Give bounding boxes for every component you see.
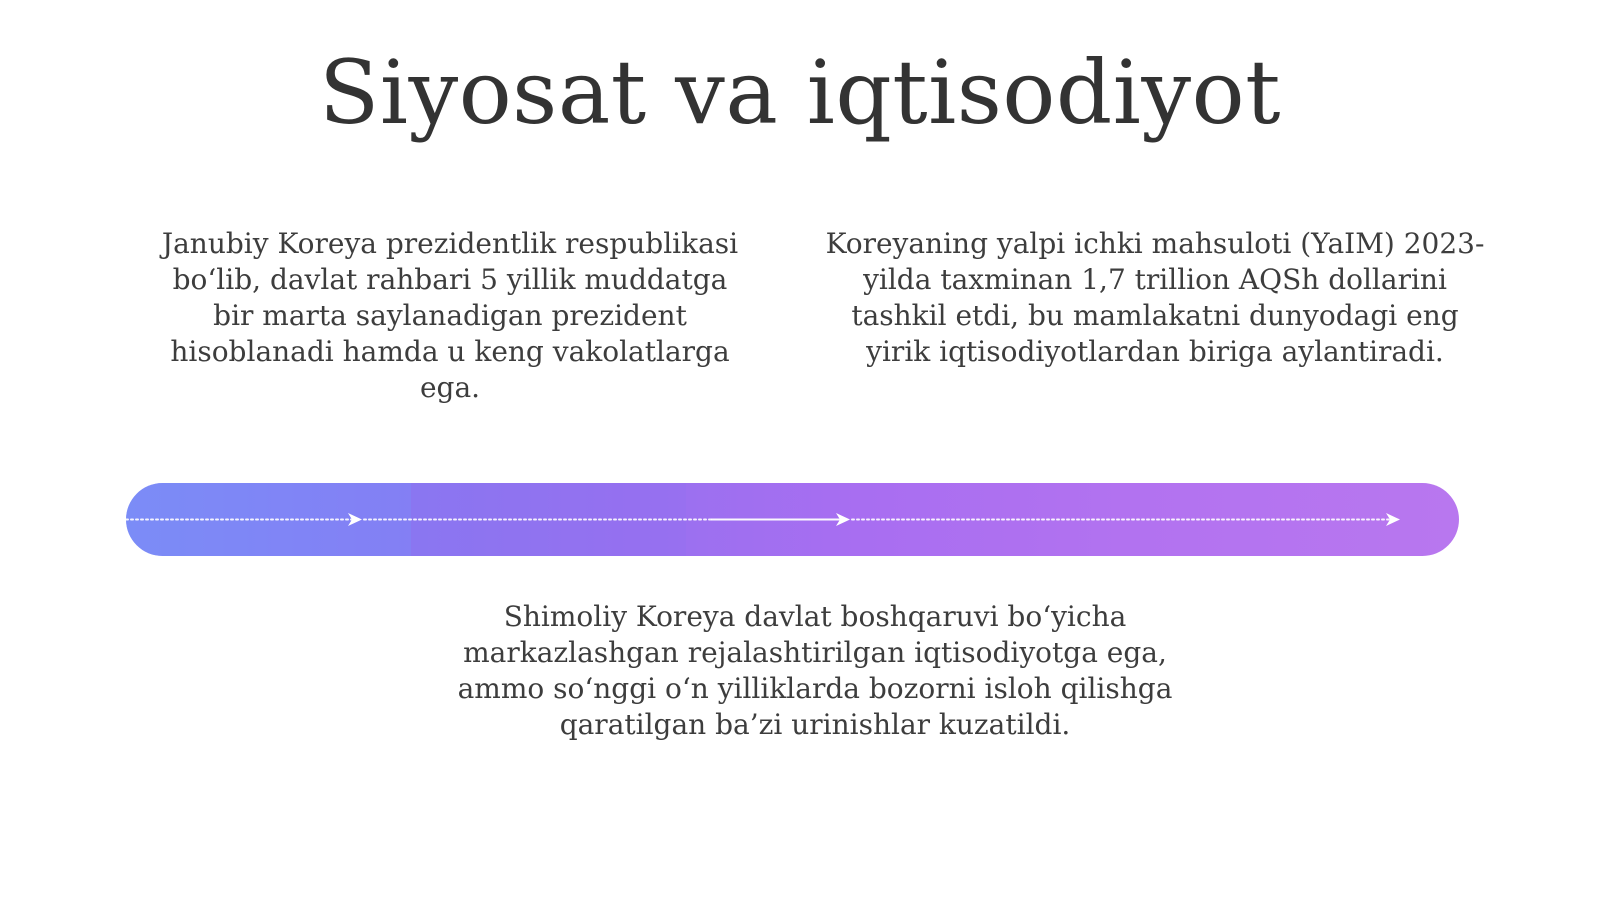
text-block-korea-economy: Koreyaning yalpi ichki mahsuloti (YaIM) 2023-yilda taxminan 1,7 trillion AQSh dollarini tashkil etdi, bu mamlakatni dunyodagi eng yirik iqtisodiyotlardan biriga aylantiradi. [825, 227, 1485, 368]
text-block-north-korea-economy: Shimoliy Koreya davlat boshqaruvi bo‘yicha markazlashgan rejalashtirilgan iqtisodiyotga ega, ammo so‘nggi o‘n yilliklarda bozorni isloh qilishga qaratilgan ba’zi urinishlar kuzatildi. [457, 600, 1173, 741]
text-block-south-korea-politics: Janubiy Koreya prezidentlik respublikasi bo‘lib, davlat rahbari 5 yillik muddatga bir marta saylanadigan prezident hisoblanadi hamda u keng vakolatlarga ega. [161, 227, 739, 404]
slide-title: Siyosat va iqtisodiyot [319, 41, 1281, 144]
timeline-arrows [126, 483, 1459, 556]
